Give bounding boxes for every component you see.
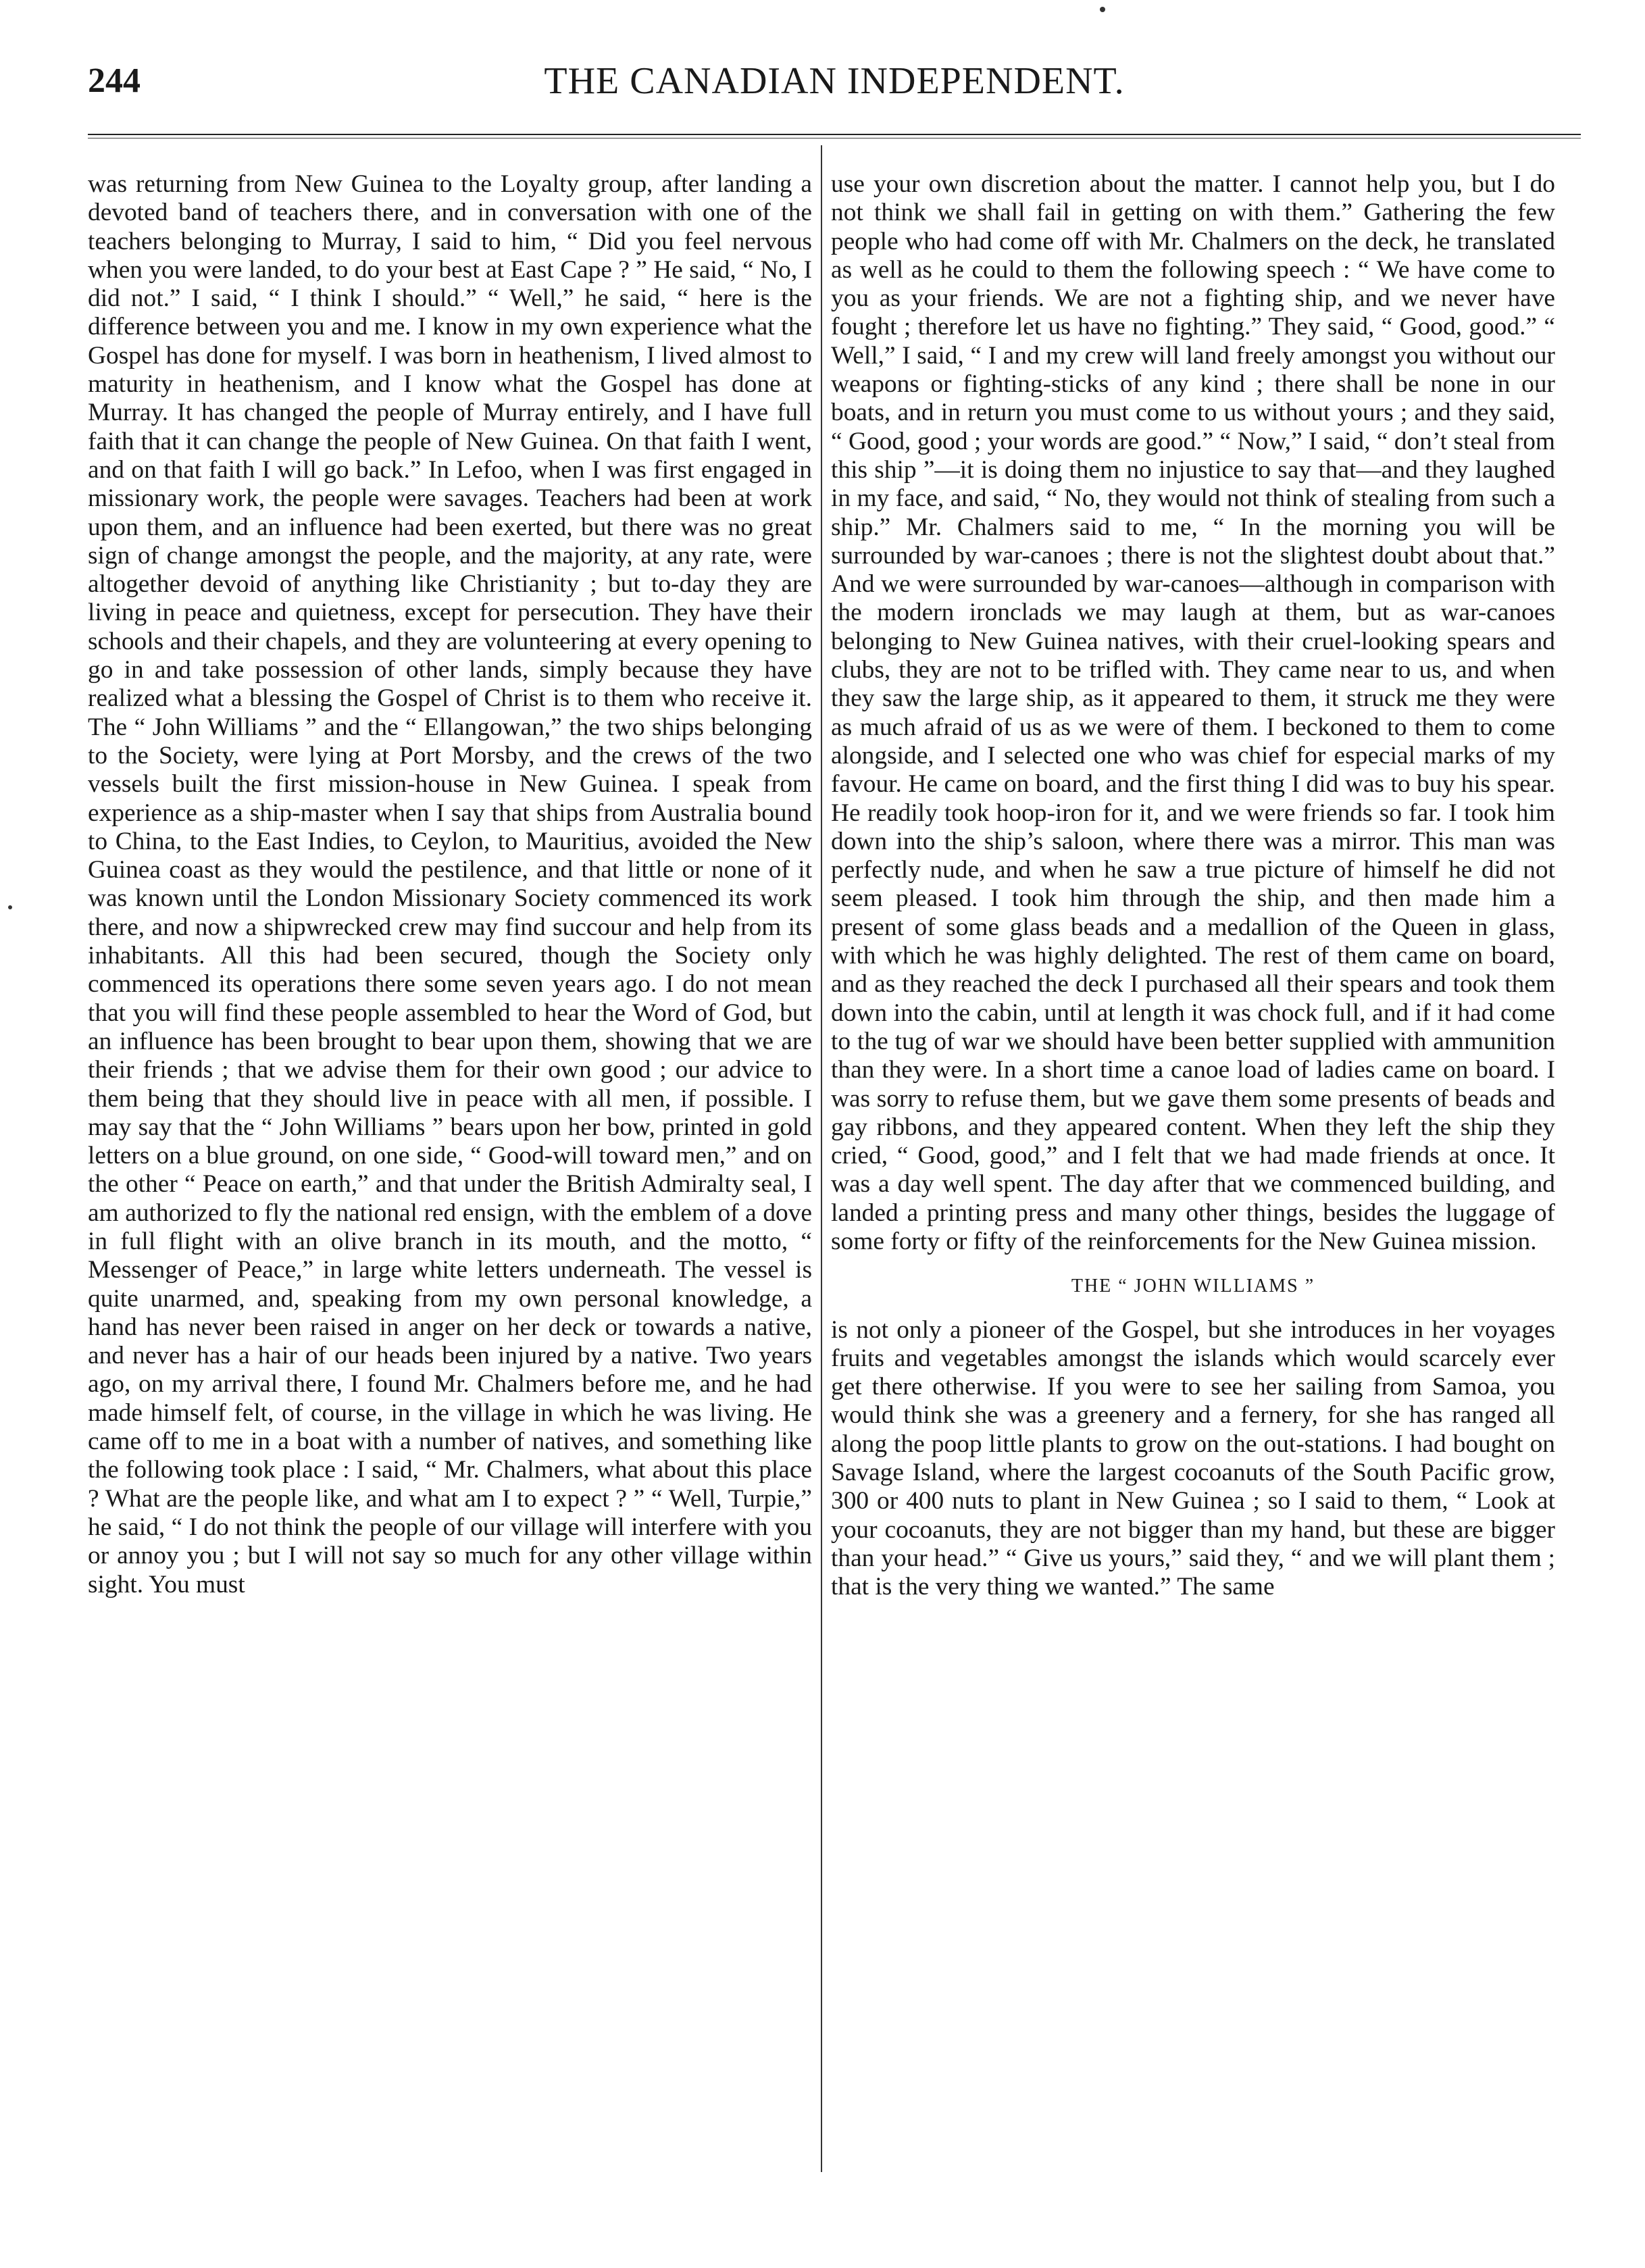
left-column — [88, 170, 812, 1599]
print-speck — [1100, 7, 1105, 12]
journal-title: THE CANADIAN INDEPENDENT. — [544, 60, 1125, 102]
right-column-text-after: is not only a pioneer of the Gospel, but she introduces in her voyages fruits and vegetables amongst the islands which would scarcely ever get there otherwise. If you were to see her sailing from Samoa, you would think she was a greenery and a fernery, for she has ranged all along the poop little plants to grow on the out-stations. I had bought on Savage Island, where the largest cocoanuts of the South Pacific grow, 300 or 400 nuts to plant in New Guinea ; so I said to them, “ Look at your cocoanuts, they are not bigger than my hand, but these are bigger than your head.” “ Give us yours,” said they, “ and we will plant them ; that is the very thing we wanted.” The same — [831, 1315, 1555, 1601]
header-rule — [88, 134, 1581, 135]
column-divider — [821, 145, 822, 2172]
left-column-text: was returning from New Guinea to the Loyalty group, after landing a devoted band of teachers there, and in conversation with one of the teachers belonging to Murray, I said to him, “ Did you feel nervous when you were landed, to do your best at East Cape ? ” He said, “ No, I did not.” I said, “ I think I should.” “ Well,” he said, “ here is the difference between you and me. I know in my own experience what the Gospel has done for myself. I was born in heathenism, I lived almost to maturity in heathenism, and I know what the Gospel has done at Murray. It has changed the people of Murray entirely, and I have full faith that it can change the people of New Guinea. On that faith I went, and on that faith I will go back.” In Lefoo, when I was first engaged in missionary work, the people were savages. Teachers had been at work upon them, and an influence had been exerted, but there was no great sign of change amongst the people, and the majority, at any rate, were altogether devoid of anything like Christianity ; but to-day they are living in peace and quietness, except for persecution. They have their schools and their chapels, and they are volunteering at every opening to go in and take possession of other lands, simply because they have realized what a blessing the Gospel of Christ is to them who receive it. The “ John Williams ” and the “ Ellangowan,” the two ships belonging to the Society, were lying at Port Morsby, and the crews of the two vessels built the first mission-house in New Guinea. I speak from experience as a ship-master when I say that ships from Australia bound to China, to the East Indies, to Ceylon, to Mauritius, avoided the New Guinea coast as they would the pestilence, and that little or none of it was known until the London Missionary Society commenced its work there, and now a shipwrecked crew may find succour and help from its inhabitants. All this had been secured, though the Society only commenced its operations there some seven years ago. I do not mean that you will find these people assembled to hear the Word of God, but an influence has been brought to bear upon them, showing that we are their friends ; that we advise them for their own good ; our advice to them being that they should live in peace with all men, if possible. I may say that the “ John Williams ” bears upon her bow, printed in gold letters on a blue ground, on one side, “ Good-will toward men,” and on the other “ Peace on earth,” and that under the British Admiralty seal, I am authorized to fly the national red ensign, with the emblem of a dove in full flight with an olive branch in its mouth, and the motto, “ Messenger of Peace,” in large white letters underneath. The vessel is quite unarmed, and, speaking from my own personal knowledge, a hand has never been raised in anger on her deck or towards a native, and never has a hair of our heads been injured by a native. Two years ago, on my arrival there, I found Mr. Chalmers before me, and he had made himself felt, of course, in the village in which he was living. He came off to me in a boat with a number of natives, and something like the following took place : I said, “ Mr. Chalmers, what about this place ? What are the people like, and what am I to expect ? ” “ Well, Turpie,” he said, “ I do not think the people of our village will interfere with you or annoy you ; but I will not say so much for any other village within sight. You must — [88, 170, 812, 1598]
page-header — [88, 54, 1581, 128]
print-speck-margin — [8, 905, 12, 909]
section-heading: THE “ JOHN WILLIAMS ” — [1071, 1276, 1315, 1297]
page-number: 244 — [88, 61, 141, 100]
right-column — [831, 170, 1555, 1602]
right-column-text-before: use your own discretion about the matter. I cannot help you, but I do not think we shall fail in getting on with them.” Gathering the few people who had come off with Mr. Chalmers on the deck, he translated as well as he could to them the following speech : “ We have come to you as your friends. We are not a fighting ship, and we never have fought ; therefore let us have no fighting.” They said, “ Good, good.” “ Well,” I said, “ I and my crew will land freely amongst you without our weapons or fighting-sticks of any kind ; there shall be none in our boats, and in return you must come to us without yours ; and they said, “ Good, good ; your words are good.” “ Now,” I said, “ don’t steal from this ship ”—it is doing them no injustice to say that—and they laughed in my face, and said, “ No, they would not think of stealing from such a ship.” Mr. Chalmers said to me, “ In the morning you will be surrounded by war-canoes ; there is not the slightest doubt about that.” And we were surrounded by war-canoes—although in comparison with the modern ironclads we may laugh at them, but as war-canoes belonging to New Guinea natives, with their cruel-looking spears and clubs, they are not to be trifled with. They came near to us, and when they saw the large ship, as it appeared to them, it struck me they were as much afraid of us as we were of them. I beckoned to them to come alongside, and I selected one who was chief for especial marks of my favour. He came on board, and the first thing I did was to buy his spear. He readily took hoop-iron for it, and we were friends so far. I took him down into the ship’s saloon, where there was a mirror. This man was perfectly nude, and when he saw a true picture of himself he did not seem pleased. I took him through the ship, and then made him a present of some glass beads and a medallion of the Queen in glass, with which he was highly delighted. The rest of them came on board, and as they reached the deck I purchased all their spears and took them down into the cabin, until at length it was chock full, and if it had come to the tug of war we should have been better supplied with ammunition than they were. In a short time a canoe load of ladies came on board. I was sorry to refuse them, but we gave them some presents of beads and gay ribbons, and they appeared content. When they left the ship they cried, “ Good, good,” and I felt that we had made friends at once. It was a day well spent. The day after that we commenced building, and landed a printing press and many other things, besides the luggage of some forty or fifty of the reinforcements for the New Guinea mission. — [831, 170, 1555, 1255]
